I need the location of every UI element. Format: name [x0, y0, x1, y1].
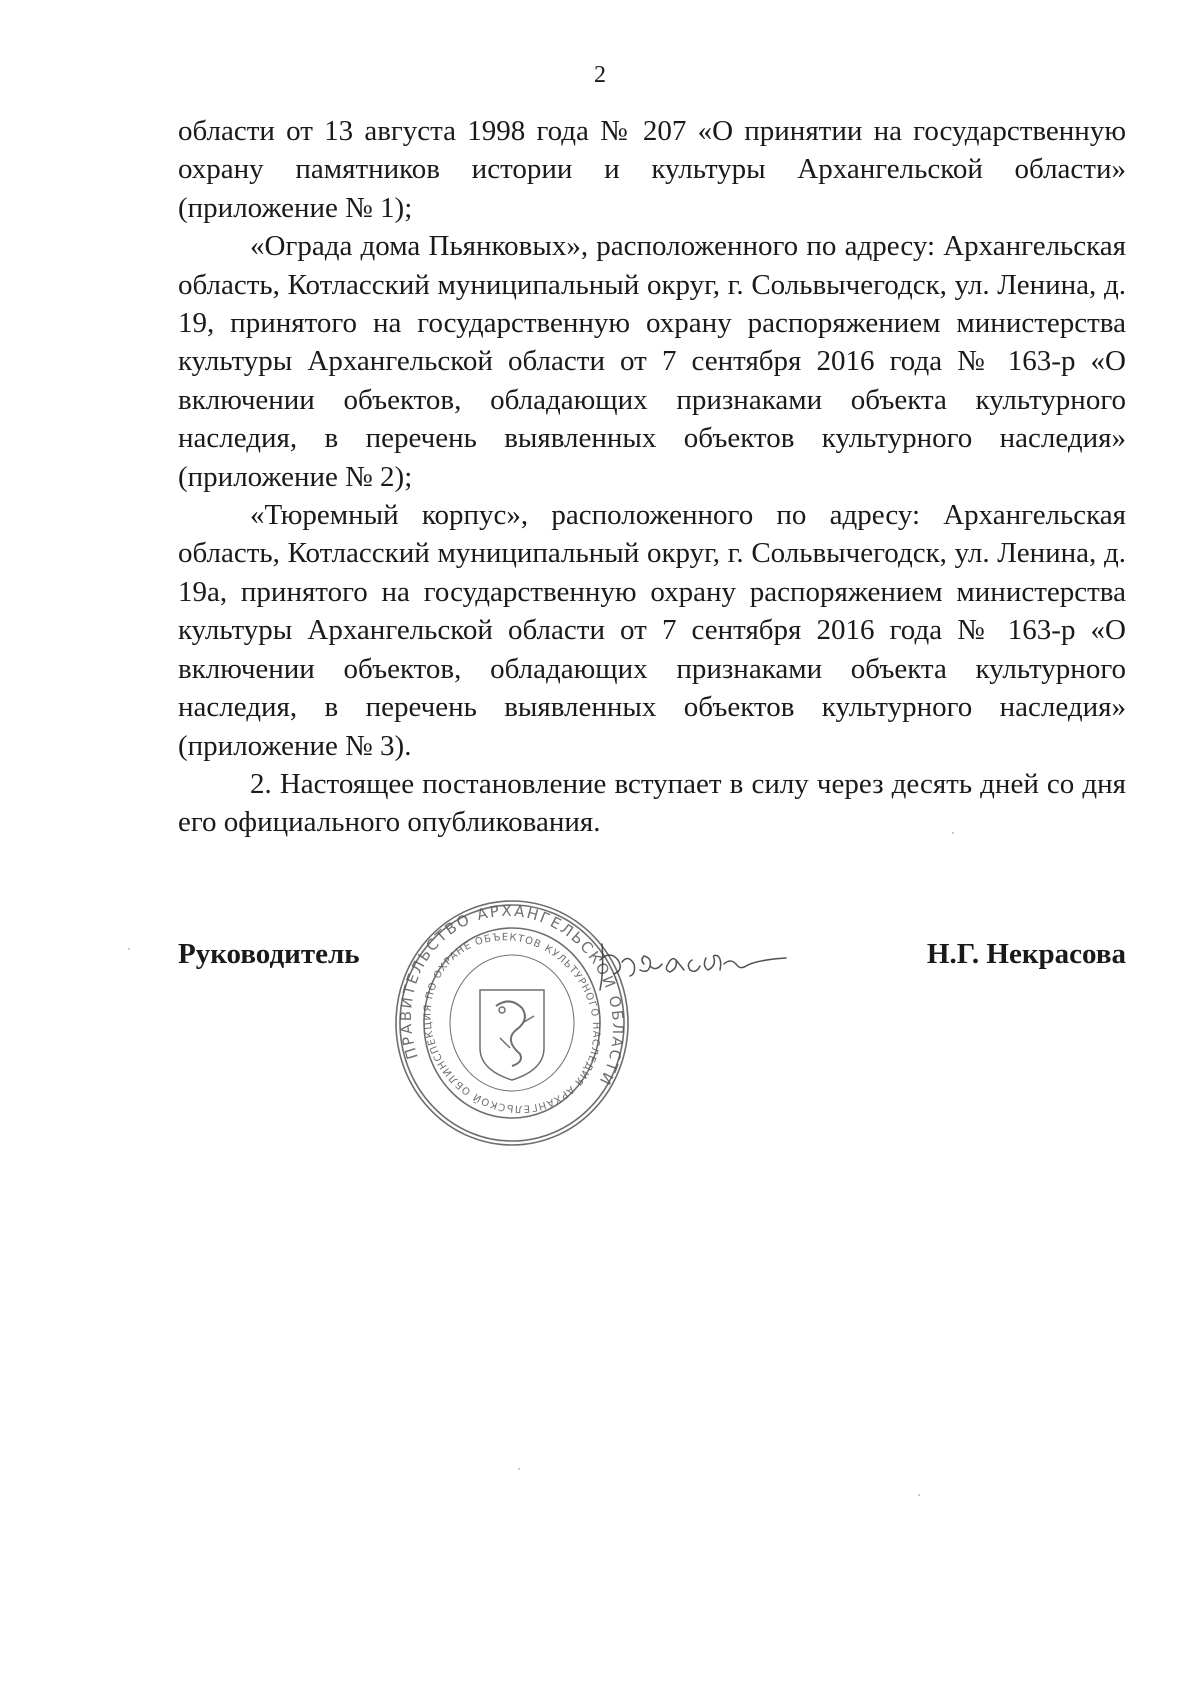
- paragraph-ograda: «Ограда дома Пьянковых», расположенного по адресу: Архангельская область, Котласский муниципальный округ, г. Сольвычегодск, ул. Ленина, д. 19, принятого на государственную охрану распоряжением министерства культуры Архангельской области от 7 сентября 2016 года № 163-р «О включении объектов, обладающих признаками объекта культурного наследия, в перечень выявленных объектов культурного наследия» (приложение № 2);: [178, 230, 1126, 493]
- signature-name: Н.Г. Некрасова: [926, 938, 1126, 970]
- scan-speck: [128, 948, 130, 950]
- paragraph-effective-date: 2. Настоящее постановление вступает в силу через десять дней со дня его официального опубликования.: [178, 767, 1126, 839]
- scan-speck: [518, 1468, 520, 1470]
- scan-speck: [952, 832, 954, 834]
- svg-text:ИНСПЕКЦИЯ ПО ОХРАНЕ ОБЪЕКТОВ К: ИНСПЕКЦИЯ ПО ОХРАНЕ ОБЪЕКТОВ КУЛЬТУРНОГО НАСЛЕДИЯ АРХАНГЕЛЬСКОЙ ОБЛАСТИ: [422, 932, 602, 1114]
- handwritten-signature-icon: [596, 930, 796, 1000]
- signature-title: Руководитель: [178, 938, 360, 970]
- paragraph-continuation: области от 13 августа 1998 года № 207 «О принятии на государственную охрану памятников истории и культуры Архангельской области» (приложение № 1);: [178, 115, 1126, 224]
- svg-text:ПРАВИТЕЛЬСТВО АРХАНГЕЛЬСКОЙ ОБ: ПРАВИТЕЛЬСТВО АРХАНГЕЛЬСКОЙ ОБЛАСТИ: [396, 901, 628, 1090]
- paragraph-tyuremny-korpus: «Тюремный корпус», расположенного по адресу: Архангельская область, Котласский муниципальный округ, г. Сольвычегодск, ул. Ленина, д. 19а, принятого на государственную охрану распоряжением министерства культуры Архангельской области от 7 сентября 2016 года № 163-р «О включении объектов, обладающих признаками объекта культурного наследия, в перечень выявленных объектов культурного наследия» (приложение № 3).: [178, 499, 1126, 762]
- scan-speck: [918, 1494, 920, 1496]
- page-number: 2: [594, 62, 606, 88]
- document-body: [178, 112, 1126, 842]
